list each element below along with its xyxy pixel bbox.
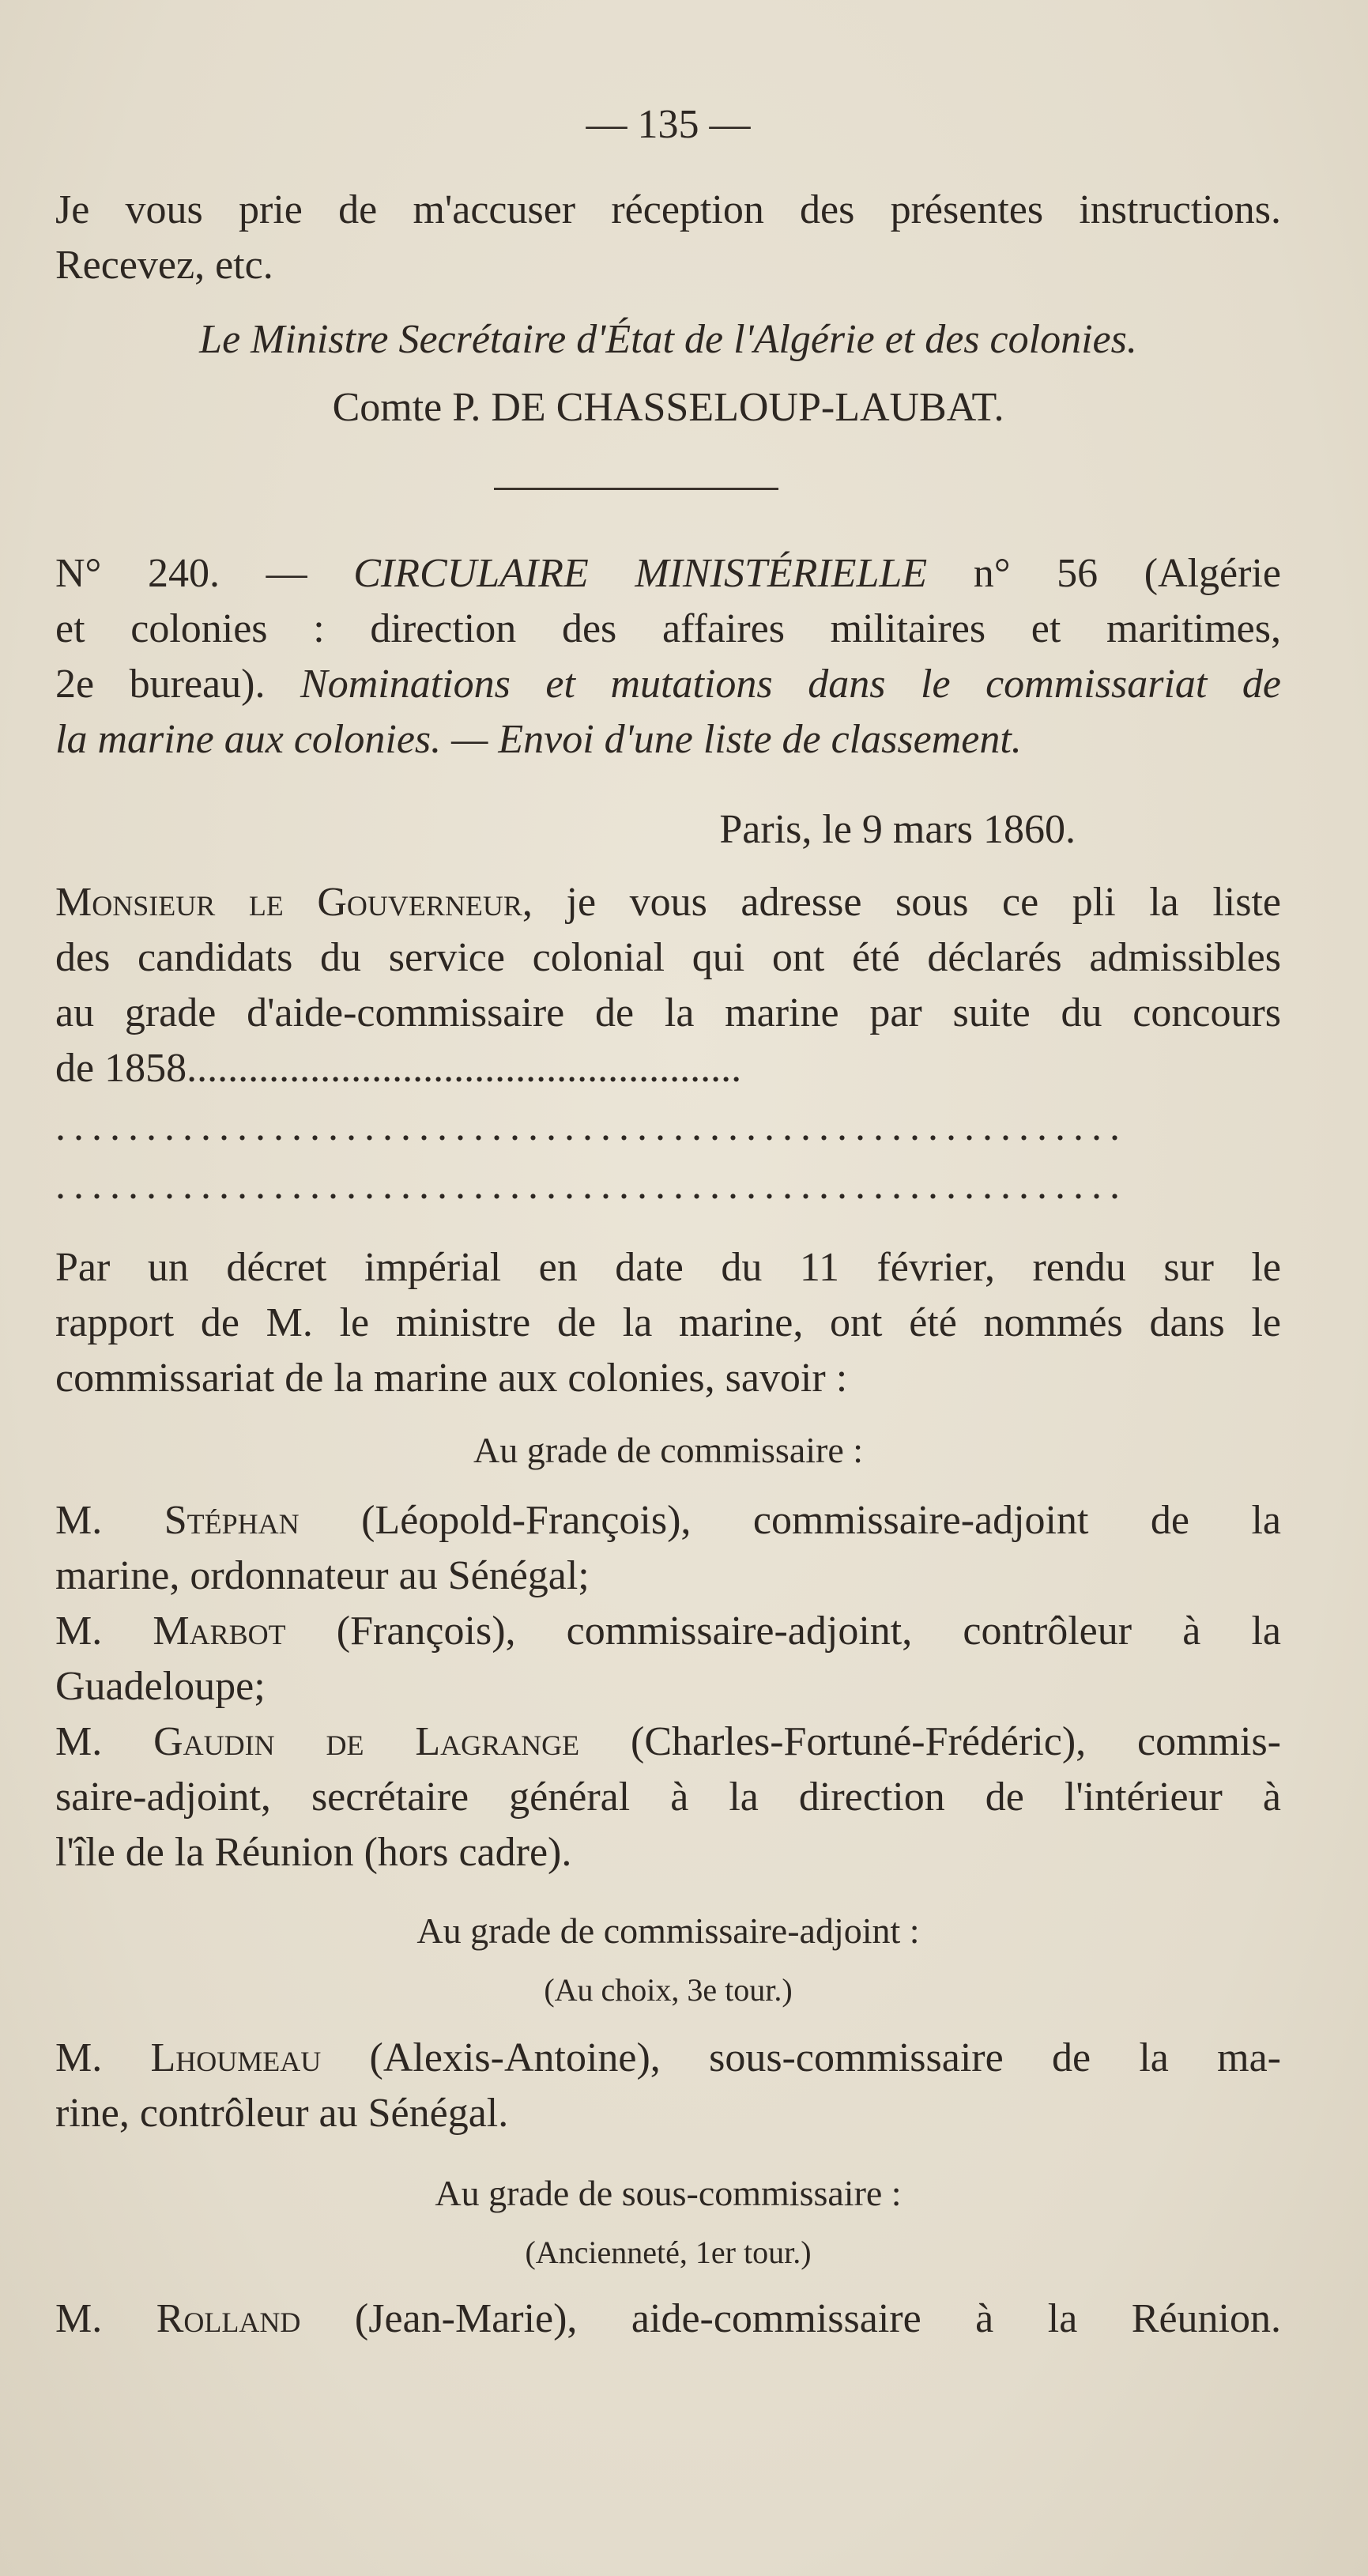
nomination-rolland-line-1: M. Rolland (Jean-Marie), aide-commissaire à la Réunion. bbox=[55, 2296, 1281, 2341]
closing-formula: Recevez, etc. bbox=[55, 243, 273, 288]
person-name: Lhoumeau bbox=[150, 2035, 322, 2080]
closing-line: Je vous prie de m'accuser réception des présentes instructions. bbox=[55, 187, 1281, 232]
nomination-stephan-line-1: M. Stéphan (Léopold-François), commissaire-adjoint de la bbox=[55, 1498, 1281, 1543]
nomination-gaudin-line-2: saire-adjoint, secrétaire général à la direction de l'intérieur à bbox=[55, 1775, 1281, 1820]
date-line: Paris, le 9 mars 1860. bbox=[719, 807, 1076, 852]
signature-title: Le Ministre Secrétaire d'État de l'Algérie et des colonies. bbox=[199, 317, 1137, 362]
signature-name: Comte P. DE CHASSELOUP-LAUBAT. bbox=[332, 385, 1004, 430]
person-name: Gaudin de Lagrange bbox=[153, 1719, 580, 1764]
decree-paragraph-line-3: commissariat de la marine aux colonies, savoir : bbox=[55, 1356, 848, 1401]
grade-heading-sous-commissaire: Au grade de sous-commissaire : bbox=[435, 2173, 902, 2213]
circular-heading-line-3 bbox=[55, 661, 1281, 707]
grade-heading-commissaire-adjoint: Au grade de commissaire-adjoint : bbox=[416, 1910, 920, 1951]
nomination-stephan-line-2: marine, ordonnateur au Sénégal; bbox=[55, 1553, 590, 1598]
nomination-marbot-line-1: M. Marbot (François), commissaire-adjoint, contrôleur à la bbox=[55, 1609, 1281, 1654]
grade-subheading-anciennete: (Ancienneté, 1er tour.) bbox=[525, 2235, 812, 2270]
nomination-marbot-line-2: Guadeloupe; bbox=[55, 1664, 266, 1709]
page-number: — 135 — bbox=[586, 102, 751, 147]
salutation: Monsieur le Gouverneur bbox=[55, 880, 522, 925]
ellipsis-line-1: ........................................................... bbox=[55, 1104, 1128, 1149]
circular-heading-line-1 bbox=[55, 550, 1281, 597]
letter-paragraph-line-2: des candidats du service colonial qui ont été déclarés admissibles bbox=[55, 935, 1281, 980]
circular-number: N° 240. — bbox=[55, 551, 354, 596]
circular-heading-line-4: la marine aux colonies. — Envoi d'une liste de classement. bbox=[55, 717, 1022, 762]
letter-text: , je vous adresse sous ce pli la liste bbox=[522, 880, 1281, 925]
letter-paragraph-line-1 bbox=[55, 879, 1281, 926]
letter-paragraph-line-3: au grade d'aide-commissaire de la marine par suite du concours bbox=[55, 990, 1281, 1035]
circular-subject: n° 56 (Algérie bbox=[927, 551, 1281, 596]
decree-paragraph-line-2: rapport de M. le ministre de la marine, ont été nommés dans le bbox=[55, 1300, 1281, 1345]
nomination-gaudin-line-3: l'île de la Réunion (hors cadre). bbox=[55, 1830, 572, 1875]
person-name: Rolland bbox=[156, 2296, 301, 2341]
person-name: Marbot bbox=[153, 1609, 286, 1654]
grade-heading-commissaire: Au grade de commissaire : bbox=[473, 1430, 864, 1470]
circular-title: CIRCULAIRE MINISTÉRIELLE bbox=[353, 551, 928, 596]
nomination-gaudin-line-1: M. Gaudin de Lagrange (Charles-Fortuné-Frédéric), commis- bbox=[55, 1719, 1281, 1764]
nomination-lhoumeau-line-2: rine, contrôleur au Sénégal. bbox=[55, 2091, 509, 2136]
section-divider bbox=[494, 488, 778, 490]
circular-heading-line-2: et colonies : direction des affaires militaires et maritimes, bbox=[55, 606, 1281, 651]
grade-subheading-choix: (Au choix, 3e tour.) bbox=[544, 1972, 793, 2008]
circular-topic: Nominations et mutations dans le commissariat de bbox=[300, 662, 1281, 707]
ellipsis-line-2: ........................................................... bbox=[55, 1163, 1128, 1208]
circular-bureau: 2e bureau). bbox=[55, 662, 301, 707]
nomination-lhoumeau-line-1: M. Lhoumeau (Alexis-Antoine), sous-commissaire de la ma- bbox=[55, 2035, 1281, 2080]
person-name: Stéphan bbox=[164, 1498, 300, 1543]
decree-paragraph-line-1: Par un décret impérial en date du 11 février, rendu sur le bbox=[55, 1245, 1281, 1290]
letter-paragraph-line-4: de 1858...................................................... bbox=[55, 1046, 742, 1091]
